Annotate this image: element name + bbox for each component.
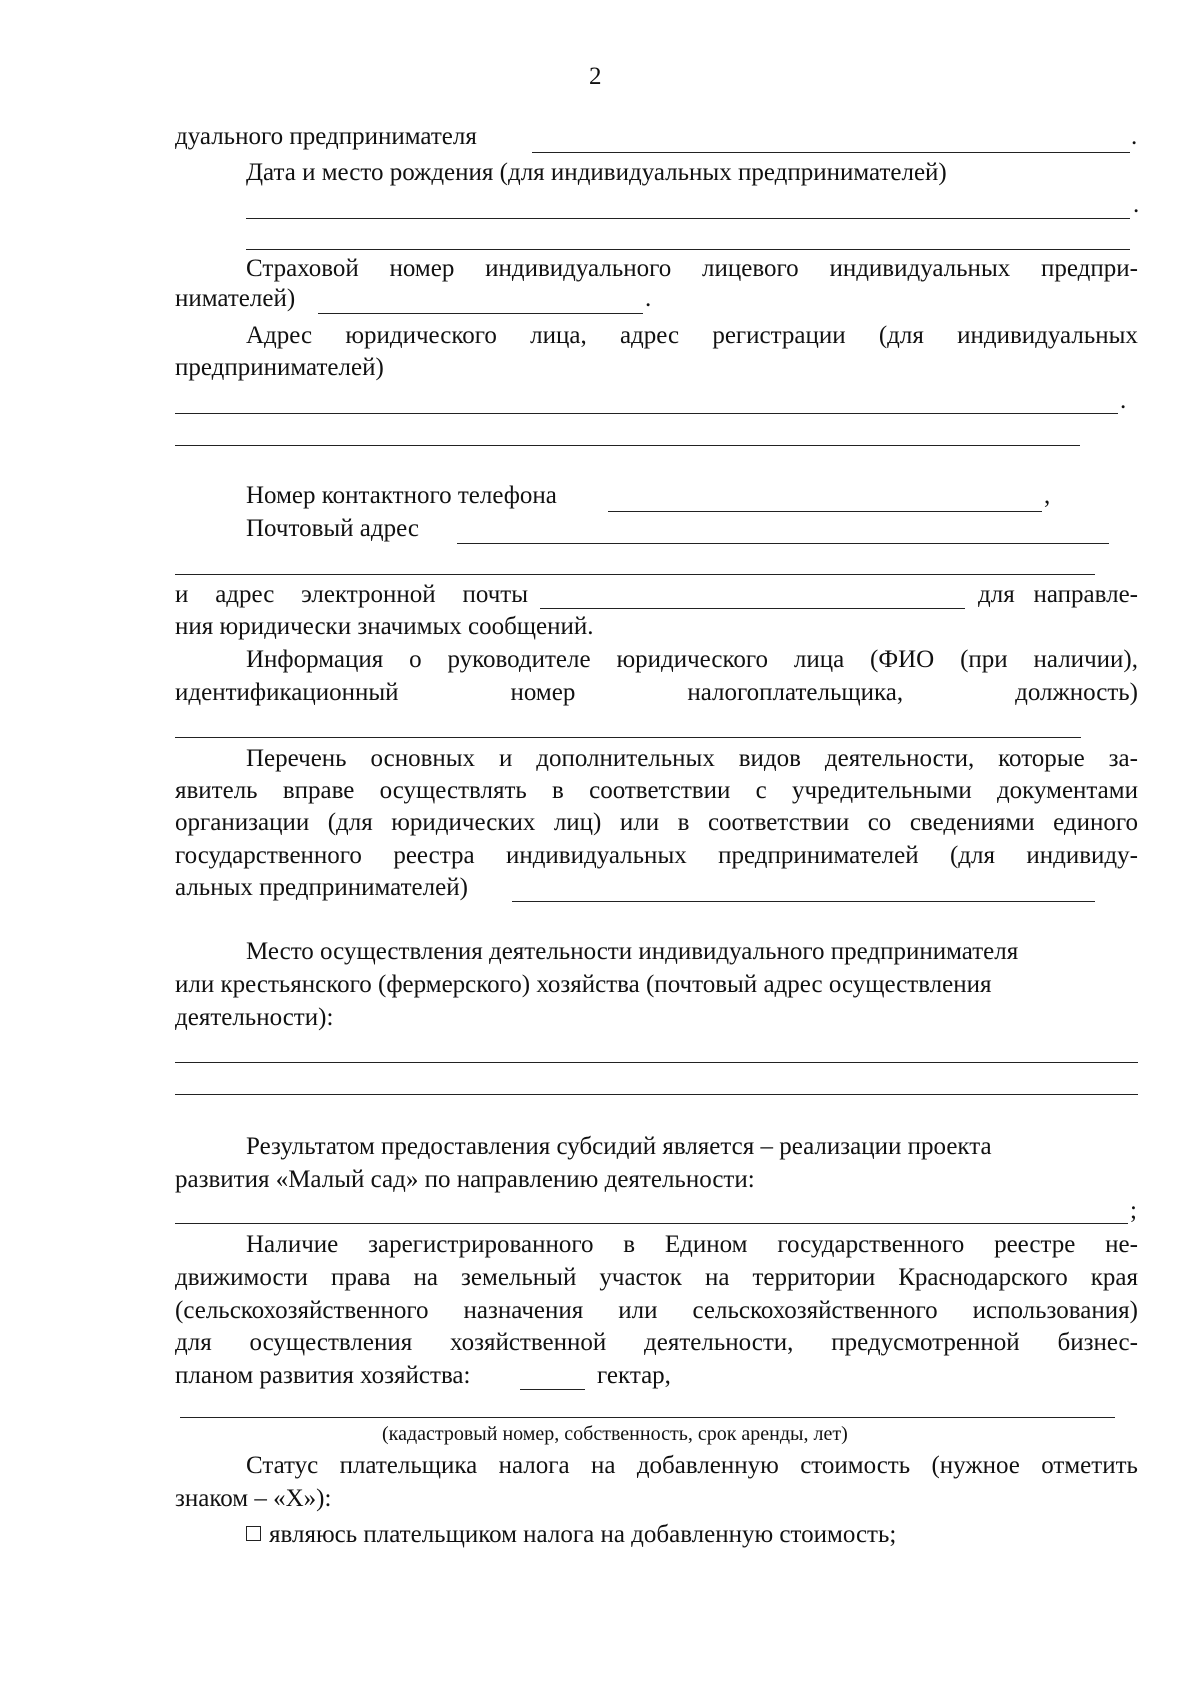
- word: и: [175, 581, 189, 608]
- justified-line: [175, 1328, 1138, 1358]
- word: (нужное: [931, 1452, 1020, 1479]
- word: единого: [1053, 809, 1138, 836]
- word: (ФИО: [870, 646, 935, 673]
- word: индивидуальных: [829, 255, 1011, 282]
- word: Информация: [246, 646, 384, 673]
- word: и: [498, 745, 513, 772]
- word: плательщика: [339, 1452, 478, 1479]
- text-line: альных предпринимателей): [175, 874, 468, 901]
- justified-line: [175, 678, 1138, 708]
- word: лиц): [553, 809, 602, 836]
- word: сведениями: [909, 809, 1035, 836]
- word: руководителе: [447, 646, 591, 673]
- word: осуществлять: [379, 777, 527, 804]
- word: участок: [599, 1264, 682, 1291]
- word: налога: [498, 1452, 570, 1479]
- punctuation: .: [1131, 123, 1138, 150]
- text-line: Почтовый адрес: [246, 515, 419, 542]
- word: Краснодарского: [898, 1264, 1068, 1291]
- justified-line: [246, 645, 1138, 675]
- blank-field-line: [175, 1062, 1138, 1063]
- word: земельный: [461, 1264, 577, 1291]
- word: Страховой: [246, 255, 359, 282]
- justified-line: [175, 1296, 1138, 1326]
- checkbox-icon[interactable]: [246, 1526, 261, 1541]
- word: регистрации: [712, 322, 846, 349]
- word: государственного: [175, 842, 362, 869]
- word: деятельности,: [644, 1329, 794, 1356]
- word: или: [619, 809, 660, 836]
- word: за-: [1108, 745, 1138, 772]
- word: осуществления: [249, 1329, 413, 1356]
- word: на: [590, 1452, 616, 1479]
- word: которые: [998, 745, 1085, 772]
- word: адрес: [619, 322, 680, 349]
- word: видов: [738, 745, 801, 772]
- justified-line: [246, 1451, 1138, 1481]
- word: добавленную: [636, 1452, 779, 1479]
- word: адрес: [215, 581, 275, 608]
- blank-field-line: [540, 608, 965, 609]
- punctuation: ,: [1044, 482, 1051, 509]
- word: использования): [972, 1297, 1138, 1324]
- word: Едином: [664, 1231, 748, 1258]
- word: в: [552, 777, 564, 804]
- word: номер: [510, 679, 576, 706]
- word: или: [618, 1297, 658, 1324]
- justified-line: [246, 744, 1138, 774]
- word: предпри-: [1041, 255, 1138, 282]
- word: почты: [462, 581, 528, 608]
- word: в: [677, 809, 690, 836]
- text-line: планом развития хозяйства:: [175, 1362, 471, 1389]
- word: реестре: [994, 1231, 1076, 1258]
- word: юридического: [616, 646, 769, 673]
- word: для: [978, 581, 1015, 608]
- word: деятельности,: [824, 745, 975, 772]
- blank-field-line: [520, 1389, 585, 1390]
- word: для: [175, 1329, 212, 1356]
- page-number: 2: [589, 63, 602, 90]
- text-line: Дата и место рождения (для индивидуальных предпринимателей): [246, 159, 947, 186]
- word: должность): [1015, 679, 1138, 706]
- punctuation: .: [645, 285, 652, 312]
- word: с: [755, 777, 767, 804]
- blank-field-line: [246, 249, 1130, 250]
- word: зарегистрированного: [368, 1231, 594, 1258]
- word: на: [704, 1264, 730, 1291]
- vat-option[interactable]: [246, 1520, 896, 1550]
- word: (при: [960, 646, 1008, 673]
- blank-field-line: [175, 574, 1095, 575]
- word: предусмотренной: [831, 1329, 1020, 1356]
- word: дополнительных: [536, 745, 715, 772]
- blank-field-line: [175, 445, 1080, 446]
- punctuation: .: [1133, 191, 1140, 218]
- word: явитель: [175, 777, 258, 804]
- justified-line: [246, 1230, 1138, 1260]
- justified-line: [246, 254, 1138, 284]
- word: предпринимателей: [718, 842, 919, 869]
- field-caption: (кадастровый номер, собственность, срок аренды, лет): [382, 1423, 848, 1445]
- word: идентификационный: [175, 679, 399, 706]
- word: лица: [793, 646, 845, 673]
- text-line: Место осуществления деятельности индивидуального предпринимателя: [246, 938, 1019, 965]
- word: хозяйственной: [450, 1329, 607, 1356]
- word: реестра: [393, 842, 475, 869]
- blank-field-line: [318, 313, 643, 314]
- word: со: [867, 809, 892, 836]
- blank-field-line: [457, 543, 1109, 544]
- word: стоимость: [800, 1452, 911, 1479]
- blank-field-line: [532, 152, 1130, 153]
- justified-line: [175, 841, 1138, 871]
- word: отметить: [1041, 1452, 1138, 1479]
- justified-line: [175, 580, 528, 610]
- blank-field-line: [175, 1223, 1128, 1224]
- word: лица,: [530, 322, 587, 349]
- justified-line: [175, 776, 1138, 806]
- word: Адрес: [246, 322, 313, 349]
- word: соответствии: [707, 809, 850, 836]
- word: номер: [389, 255, 455, 282]
- blank-field-line: [175, 737, 1081, 738]
- word: движимости: [175, 1264, 308, 1291]
- word: Перечень: [246, 745, 347, 772]
- word: (сельскохозяйственного: [175, 1297, 429, 1324]
- word: в: [623, 1231, 636, 1258]
- text-line: ния юридически значимых сообщений.: [175, 613, 594, 640]
- blank-field-line: [175, 413, 1118, 414]
- word: территории: [752, 1264, 876, 1291]
- word: (для: [878, 322, 924, 349]
- word: сельскохозяйственного: [692, 1297, 938, 1324]
- word: учредительными: [791, 777, 972, 804]
- word: индивиду-: [1026, 842, 1138, 869]
- word: документами: [996, 777, 1138, 804]
- word: основных: [370, 745, 476, 772]
- blank-field-line: [175, 1094, 1138, 1095]
- word: индивидуальных: [957, 322, 1138, 349]
- justified-line: [175, 808, 1138, 838]
- word: права: [330, 1264, 391, 1291]
- word: (для: [327, 809, 373, 836]
- text-line: предпринимателей): [175, 354, 384, 381]
- word: юридического: [345, 322, 497, 349]
- word: направле-: [1033, 581, 1138, 608]
- text-line: гектар,: [597, 1362, 671, 1389]
- word: Статус: [246, 1452, 319, 1479]
- word: вправе: [282, 777, 355, 804]
- text-line: знаком – «Х»):: [175, 1485, 332, 1512]
- word: налогоплательщика,: [687, 679, 904, 706]
- word: на: [413, 1264, 438, 1291]
- text-line: деятельности):: [175, 1004, 334, 1031]
- word: не-: [1105, 1231, 1138, 1258]
- word: о: [409, 646, 422, 673]
- word: наличии),: [1033, 646, 1138, 673]
- justified-line: [978, 580, 1138, 610]
- word: лицевого: [702, 255, 799, 282]
- text-line: Номер контактного телефона: [246, 482, 557, 509]
- blank-field-line: [512, 901, 1095, 902]
- word: Наличие: [246, 1231, 339, 1258]
- text-line: или крестьянского (фермерского) хозяйства (почтовый адрес осуществления: [175, 971, 992, 998]
- vat-option-label: являюсь плательщиком налога на добавленную стоимость;: [269, 1521, 897, 1548]
- punctuation: .: [1120, 387, 1127, 414]
- text-line: дуального предпринимателя: [175, 123, 477, 150]
- word: электронной: [301, 581, 436, 608]
- word: соответствии: [589, 777, 731, 804]
- text-line: развития «Малый сад» по направлению деятельности:: [175, 1166, 755, 1193]
- word: (для: [949, 842, 995, 869]
- word: бизнес-: [1057, 1329, 1138, 1356]
- word: индивидуальных: [505, 842, 687, 869]
- word: индивидуального: [485, 255, 672, 282]
- word: края: [1090, 1264, 1138, 1291]
- justified-line: [246, 321, 1138, 351]
- text-line: Результатом предоставления субсидий является – реализации проекта: [246, 1133, 992, 1160]
- punctuation: ;: [1130, 1197, 1137, 1224]
- word: назначения: [463, 1297, 584, 1324]
- blank-field-line: [246, 218, 1130, 219]
- justified-line: [175, 1263, 1138, 1293]
- blank-field-line: [180, 1417, 1115, 1418]
- word: юридических: [391, 809, 536, 836]
- word: организации: [175, 809, 310, 836]
- blank-field-line: [608, 511, 1042, 512]
- word: государственного: [777, 1231, 965, 1258]
- text-line: нимателей): [175, 285, 296, 312]
